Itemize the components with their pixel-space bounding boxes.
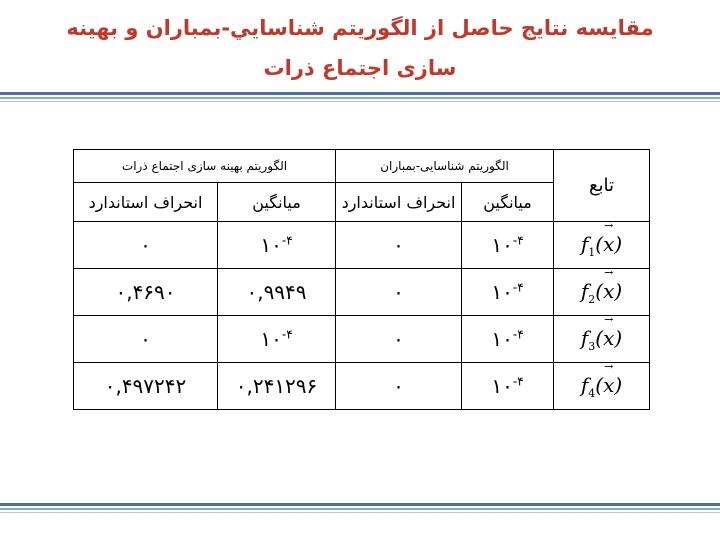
subheader-std-pso: انحراف استاندارد — [74, 183, 218, 222]
header-divider-secondary — [0, 97, 720, 99]
slide-title — [20, 8, 700, 88]
value-exponent: -۴ — [512, 233, 524, 248]
subheader-mean-pso: میانگین — [218, 183, 336, 222]
function-index: 2 — [588, 292, 596, 306]
slide-title-line-2: سازی اجتماع ذرات — [263, 56, 457, 80]
table-row — [74, 363, 650, 410]
function-symbol: f — [580, 278, 589, 303]
mean-pso-cell — [218, 222, 336, 269]
value-exponent: -۴ — [281, 233, 293, 248]
function-cell: $f_2(\to x)$ — [554, 269, 650, 316]
vector-argument: → x — [603, 326, 614, 350]
value-base: ۱۰ — [491, 327, 513, 351]
value-exponent: -۴ — [512, 280, 524, 295]
mean-bombing-cell — [462, 363, 554, 410]
value-base: ۱۰ — [260, 327, 282, 351]
function-index: 4 — [588, 386, 596, 400]
value-exponent: -۴ — [512, 374, 524, 389]
std-bombing-cell: ۰ — [336, 363, 462, 410]
std-pso-cell: ۰ — [74, 316, 218, 363]
footer-divider-tertiary — [0, 512, 720, 513]
mean-bombing-cell — [462, 222, 554, 269]
value-exponent: -۴ — [281, 327, 293, 342]
vector-argument: → x — [603, 232, 614, 256]
vector-argument: → x — [603, 373, 614, 397]
mean-bombing-cell — [462, 269, 554, 316]
std-bombing-cell: ۰ — [336, 222, 462, 269]
function-cell: $f_4(\to x)$ — [554, 363, 650, 410]
table-row — [74, 316, 650, 363]
function-index: 1 — [588, 245, 596, 259]
std-pso-cell: ۰,۴۶۹۰ — [74, 269, 218, 316]
mean-pso-cell: ۰,۹۹۴۹ — [218, 269, 336, 316]
mean-pso-cell: ۰,۲۴۱۲۹۶ — [218, 363, 336, 410]
footer-divider-secondary — [0, 508, 720, 510]
value-base: ۱۰ — [260, 233, 282, 257]
std-bombing-cell: ۰ — [336, 316, 462, 363]
mean-bombing-cell — [462, 316, 554, 363]
mean-pso-cell — [218, 316, 336, 363]
header-divider — [0, 92, 720, 95]
slide-title-line-1: مقايسه نتايج حاصل از الگوريتم شناسايي-بمباران و بهينه — [66, 16, 654, 40]
std-pso-cell: ۰,۴۹۷۲۴۲ — [74, 363, 218, 410]
function-symbol: f — [580, 372, 589, 397]
function-cell: $f_1(\to x)$ — [554, 222, 650, 269]
group-header-bombing: الگوریتم شناسایی-بمباران — [336, 150, 554, 183]
value-base: ۱۰ — [491, 233, 513, 257]
footer-divider — [0, 503, 720, 506]
header-divider-tertiary — [0, 101, 720, 102]
subheader-mean-bombing: میانگین — [462, 183, 554, 222]
subheader-std-bombing: انحراف استاندارد — [336, 183, 462, 222]
table-body — [74, 222, 650, 410]
group-header-pso: الگوریتم بهینه سازی اجتماع ذرات — [74, 150, 336, 183]
value-base: ۱۰ — [491, 374, 513, 398]
function-column-header: تابع — [554, 150, 650, 222]
comparison-table — [73, 149, 650, 410]
function-index: 3 — [588, 339, 596, 353]
vector-argument: → x — [603, 279, 614, 303]
std-pso-cell: ۰ — [74, 222, 218, 269]
table-row — [74, 269, 650, 316]
value-base: ۱۰ — [491, 280, 513, 304]
function-symbol: f — [580, 325, 589, 350]
function-cell: $f_3(\to x)$ — [554, 316, 650, 363]
function-symbol: f — [580, 231, 589, 256]
std-bombing-cell: ۰ — [336, 269, 462, 316]
value-exponent: -۴ — [512, 327, 524, 342]
table-row — [74, 222, 650, 269]
